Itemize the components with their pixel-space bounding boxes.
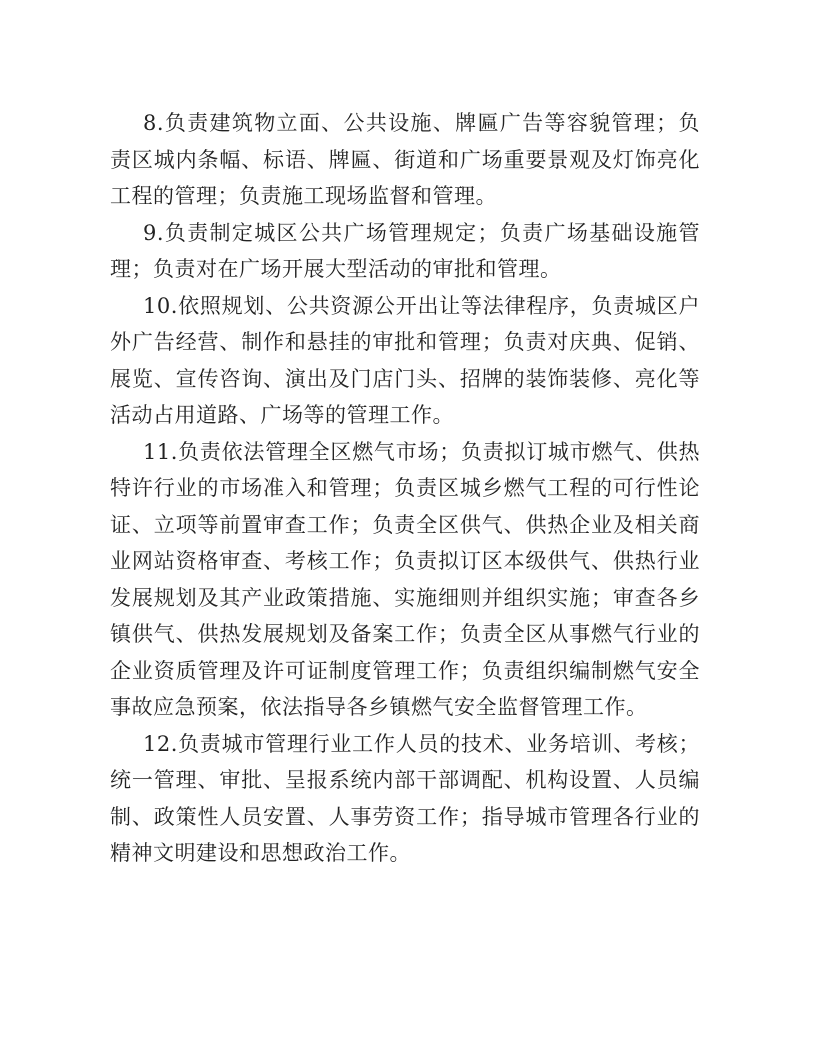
paragraph-item-8: 8.负责建筑物立面、公共设施、牌匾广告等容貌管理；负责区城内条幅、标语、牌匾、街道和广场重要景观及灯饰亮化工程的管理；负责施工现场监督和管理。 <box>110 111 700 208</box>
paragraph-item-10: 10.依照规划、公共资源公开出让等法律程序，负责城区户外广告经营、制作和悬挂的审批和管理；负责对庆典、促销、展览、宣传咨询、演出及门店门头、招牌的装饰装修、亮化等活动占用道路、广场等的管理工作。 <box>110 293 700 427</box>
paragraph-item-9: 9.负责制定城区公共广场管理规定；负责广场基础设施管理；负责对在广场开展大型活动的审批和管理。 <box>110 220 700 281</box>
document-body <box>110 105 700 872</box>
paragraph-item-11: 11.负责依法管理全区燃气市场；负责拟订城市燃气、供热特许行业的市场准入和管理；负责区城乡燃气工程的可行性论证、立项等前置审查工作；负责全区供气、供热企业及相关商业网站资格审查、考核工作；负责拟订区本级供气、供热行业发展规划及其产业政策措施、实施细则并组织实施；审查各乡镇供气、供热发展规划及备案工作；负责全区从事燃气行业的企业资质管理及许可证制度管理工作；负责组织编制燃气安全事故应急预案，依法指导各乡镇燃气安全监督管理工作。 <box>110 439 700 719</box>
paragraph-item-12: 12.负责城市管理行业工作人员的技术、业务培训、考核；统一管理、审批、呈报系统内部干部调配、机构设置、人员编制、政策性人员安置、人事劳资工作；指导城市管理各行业的精神文明建设和思想政治工作。 <box>110 731 700 865</box>
